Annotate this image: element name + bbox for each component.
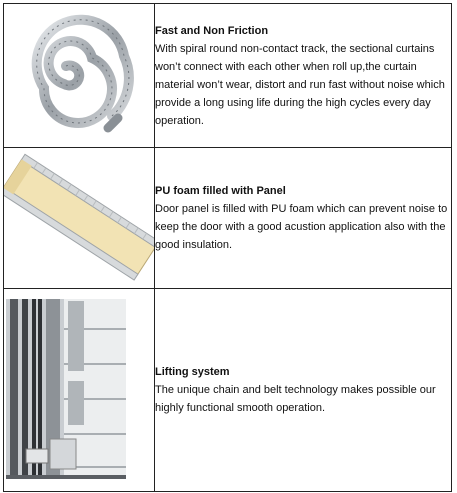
lifting-system-icon	[4, 289, 154, 491]
foam-panel-icon	[4, 148, 154, 288]
feature-title: Lifting system	[155, 366, 230, 378]
feature-title: Fast and Non Friction	[155, 24, 269, 37]
feature-description: Door panel is filled with PU foam which can prevent noise to keep the door with a good acustion application also with the good insulation.	[155, 203, 448, 251]
feature-image-cell	[4, 4, 155, 148]
feature-image-cell	[4, 289, 155, 492]
spiral-track-icon	[4, 4, 154, 147]
feature-table	[3, 3, 452, 492]
feature-description: The unique chain and belt technology makes possible our highly functional smooth operation.	[155, 384, 436, 414]
feature-row	[4, 4, 452, 148]
feature-description: With spiral round non-contact track, the sectional curtains won’t connect with each other when roll up,the curtain material won’t wear, distort and run fast without noise which provide a long using life during the high cycles every day operation.	[155, 42, 445, 127]
feature-title: PU foam filled with Panel	[155, 185, 286, 197]
feature-image-cell	[4, 148, 155, 289]
feature-row	[4, 289, 452, 492]
feature-text-cell	[155, 4, 452, 148]
feature-text-cell	[155, 289, 452, 492]
feature-row	[4, 148, 452, 289]
feature-text-cell	[155, 148, 452, 289]
